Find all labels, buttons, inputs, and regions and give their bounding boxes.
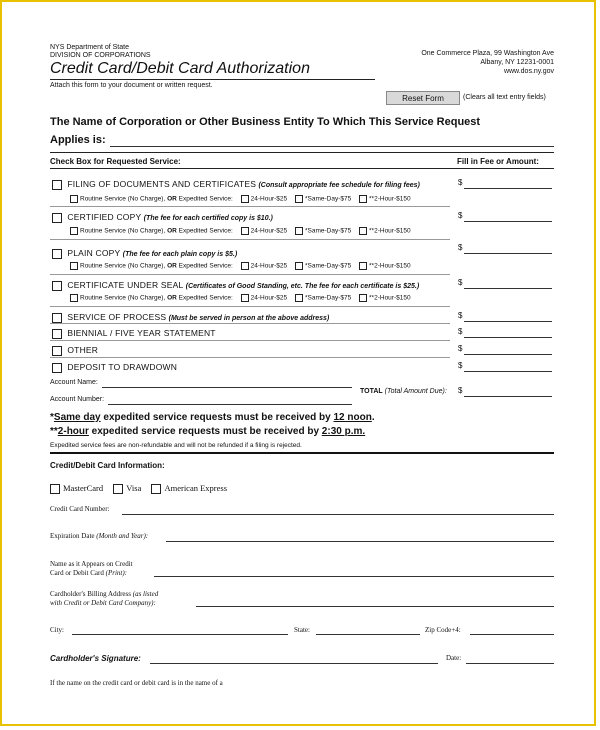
opt-2h-checkbox[interactable] [359,195,367,203]
exp-date-label: Expiration Date (Month and Year): [50,532,149,540]
routine-checkbox[interactable] [70,195,78,203]
entity-heading-line1: The Name of Corporation or Other Business Entity To Which This Service Request [50,116,481,128]
biennial-checkbox[interactable] [52,329,62,339]
opt-24h-checkbox[interactable] [241,195,249,203]
signature-label: Cardholder's Signature: [50,654,141,663]
title-underline [50,79,375,80]
service-row-deposit: DEPOSIT TO DRAWDOWN [52,362,177,373]
division-name: DIVISION OF CORPORATIONS [50,52,151,59]
seal-sub-options: Routine Service (No Charge), OR Expedited Service: 24-Hour-$25 *Same-Day-$75 **2-Hour-$150 [70,294,411,302]
service-row-filing: FILING OF DOCUMENTS AND CERTIFICATES (Consult appropriate fee schedule for filing fees) [52,179,420,190]
service-row-service-of-process: SERVICE OF PROCESS (Must be served in person at the above address) [52,312,329,323]
opt-2h-checkbox[interactable] [359,227,367,235]
service-row-plain-copy: PLAIN COPY (The fee for each plain copy is $5.) [52,248,237,259]
plain-copy-amount-field[interactable] [464,253,552,254]
date-label: Date: [446,654,462,662]
zip-field[interactable] [470,634,554,635]
total-amount-field[interactable] [464,396,552,397]
signature-field[interactable] [150,663,438,664]
opt-24h-checkbox[interactable] [241,294,249,302]
other-checkbox[interactable] [52,346,62,356]
opt-sameday-checkbox[interactable] [295,227,303,235]
service-row-biennial: BIENNIAL / FIVE YEAR STATEMENT [52,328,216,339]
card-type-options: MasterCard Visa American Express [50,483,227,494]
deposit-amount-field[interactable] [464,371,552,372]
visa-checkbox[interactable] [113,484,123,494]
service-of-process-checkbox[interactable] [52,313,62,323]
services-header-right: Fill in Fee or Amount: [457,157,539,166]
filing-checkbox[interactable] [52,180,62,190]
opt-24h-checkbox[interactable] [241,262,249,270]
dept-name: NYS Department of State [50,44,129,51]
certified-copy-checkbox[interactable] [52,213,62,223]
biennial-amount-field[interactable] [464,337,552,338]
amex-checkbox[interactable] [151,484,161,494]
name-on-card-label2: Card or Debit Card (Print): [50,569,127,577]
other-amount-field[interactable] [464,354,552,355]
account-name-field[interactable] [102,387,352,388]
entity-heading-line2: Applies is: [50,134,106,146]
service-row-cert-under-seal: CERTIFICATE UNDER SEAL (Certificates of Good Standing, etc. The fee for each certificate is $25.) [52,280,419,291]
service-of-process-amount-field[interactable] [464,321,552,322]
cert-under-seal-checkbox[interactable] [52,281,62,291]
zip-label: Zip Code+4: [425,626,461,634]
state-field[interactable] [316,634,420,635]
divider [50,152,554,153]
opt-sameday-checkbox[interactable] [295,262,303,270]
date-field[interactable] [466,663,554,664]
city-label: City: [50,626,65,634]
routine-checkbox[interactable] [70,294,78,302]
opt-24h-checkbox[interactable] [241,227,249,235]
services-header-left: Check Box for Requested Service: [50,157,181,166]
plain-sub-options: Routine Service (No Charge), OR Expedited Service: 24-Hour-$25 *Same-Day-$75 **2-Hour-$150 [70,262,411,270]
routine-checkbox[interactable] [70,262,78,270]
reset-form-button[interactable]: Reset Form [386,91,460,105]
fee-note: Expedited service fees are non-refundable and will not be refunded if a filing is rejected. [50,442,302,449]
website: www.dos.ny.gov [503,68,554,75]
form-title: Credit Card/Debit Card Authorization [50,60,310,77]
service-row-other: OTHER [52,345,98,356]
billing-label1: Cardholder's Billing Address (as listed [50,590,159,598]
filing-sub-options: Routine Service (No Charge), OR Expedited Service: 24-Hour-$25 *Same-Day-$75 **2-Hour-$150 [70,195,411,203]
address-line2: Albany, NY 12231-0001 [480,59,554,66]
attach-note: Attach this form to your document or written request. [50,82,213,89]
certified-sub-options: Routine Service (No Charge), OR Expedited Service: 24-Hour-$25 *Same-Day-$75 **2-Hour-$150 [70,227,411,235]
name-on-card-field[interactable] [154,576,554,577]
total-label: TOTAL (Total Amount Due): [360,388,447,395]
state-label: State: [294,626,310,634]
card-number-field[interactable] [122,514,554,515]
address-line1: One Commerce Plaza, 99 Washington Ave [421,50,554,57]
exp-date-field[interactable] [166,541,554,542]
notice-same-day: *Same day expedited service requests must be received by 12 noon. [50,412,375,423]
billing-label2: with Credit or Debit Card Company): [50,599,156,607]
card-number-label: Credit Card Number: [50,505,110,513]
name-on-card-label1: Name as it Appears on Credit [50,560,133,568]
billing-address-field[interactable] [196,606,554,607]
routine-checkbox[interactable] [70,227,78,235]
reset-note: (Clears all text entry fields) [463,94,546,101]
city-field[interactable] [72,634,288,635]
opt-sameday-checkbox[interactable] [295,195,303,203]
filing-amount-field[interactable] [464,188,552,189]
divider [50,452,554,454]
card-info-heading: Credit/Debit Card Information: [50,461,165,470]
entity-name-field[interactable] [110,146,554,147]
opt-sameday-checkbox[interactable] [295,294,303,302]
account-number-label: Account Number: [50,396,105,403]
footer-note: If the name on the credit card or debit card is in the name of a [50,679,223,687]
cert-under-seal-amount-field[interactable] [464,288,552,289]
account-name-label: Account Name: [50,379,98,386]
opt-2h-checkbox[interactable] [359,294,367,302]
opt-2h-checkbox[interactable] [359,262,367,270]
mastercard-checkbox[interactable] [50,484,60,494]
divider [50,168,554,169]
certified-copy-amount-field[interactable] [464,221,552,222]
account-number-field[interactable] [108,404,352,405]
notice-two-hour: **2-hour expedited service requests must be received by 2:30 p.m. [50,426,366,437]
deposit-checkbox[interactable] [52,363,62,373]
plain-copy-checkbox[interactable] [52,249,62,259]
service-row-certified-copy: CERTIFIED COPY (The fee for each certified copy is $10.) [52,212,273,223]
